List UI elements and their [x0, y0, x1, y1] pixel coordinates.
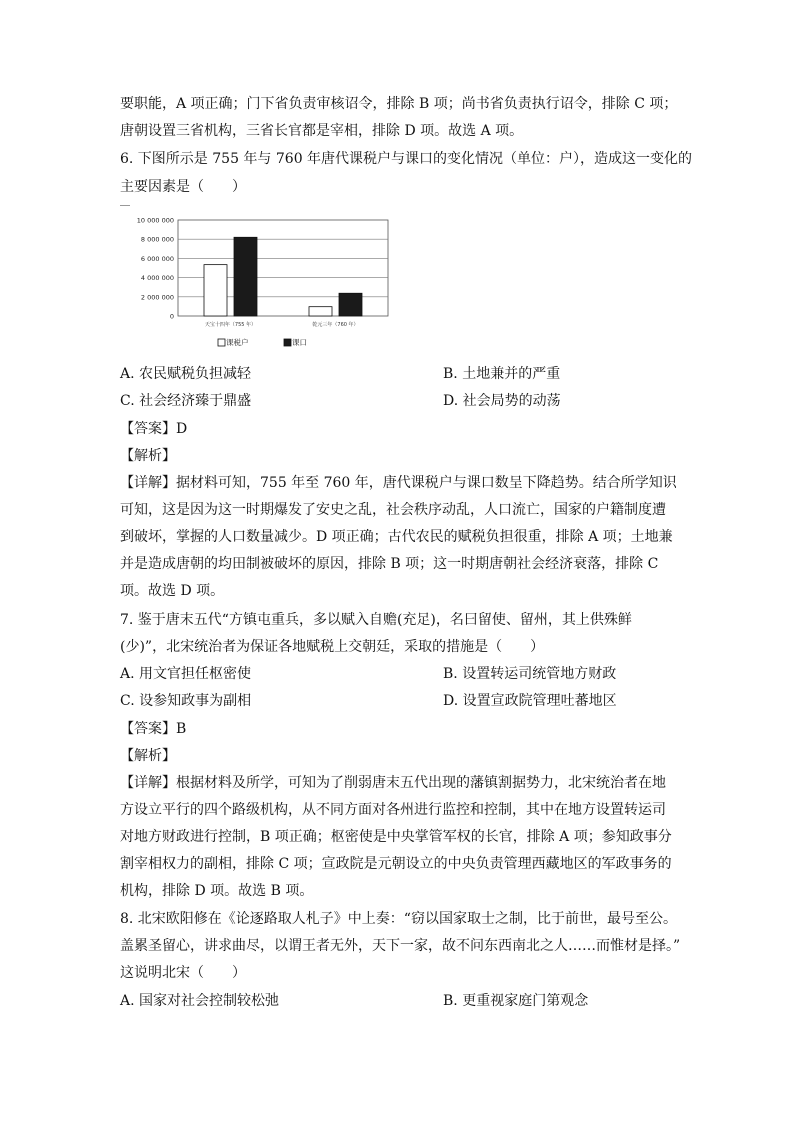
q8-stem-line-1: 8. 北宋欧阳修在《论逐路取人札子》中上奏：“窃以国家取士之制，比于前世，最号至公。	[120, 911, 677, 927]
q6-detail-line-2: 可知，这是因为这一时期爆发了安史之乱，社会秩序动乱，人口流亡，国家的户籍制度遭	[120, 502, 666, 518]
q7-detail-text-1: 根据材料及所学，可知为了削弱唐末五代出现的藩镇割据势力，北宋统治者在地	[176, 775, 666, 791]
chart-svg	[120, 206, 420, 356]
bar-households	[204, 265, 227, 316]
q6-detail-line-4: 并是造成唐朝的均田制被破坏的原因，排除 B 项；这一时期唐朝社会经济衰落，排除 C	[120, 556, 659, 572]
q7-analysis-label: 【解析】	[120, 748, 176, 764]
y-tick-label: 10 000 000	[136, 216, 174, 225]
q6-stem-line-1: 6. 下图所示是 755 年与 760 年唐代课税户与课口的变化情况（单位：户），造成这一变化的	[120, 151, 693, 167]
q7-answer-label: 【答案】	[120, 721, 176, 737]
q6-answer-label: 【答案】	[120, 421, 176, 437]
prev-answer-line-1: 要职能，A 项正确；门下省负责审核诏令，排除 B 项；尚书省负责执行诏令，排除 C 项；	[120, 96, 678, 112]
q7-detail-line-3: 对地方财政进行控制，B 项正确；枢密使是中央掌管军权的长官，排除 A 项；参知政事分	[120, 829, 672, 845]
q6-detail-text-1: 据材料可知，755 年至 760 年，唐代课税户与课口数呈下降趋势。结合所学知识	[176, 475, 677, 491]
q8-stem-line-2: 盖累圣留心，讲求曲尽，以谓王者无外，天下一家，故不问东西南北之人……而惟材是择。”	[120, 938, 681, 954]
q6-answer-value: D	[176, 421, 188, 437]
x-tick-label: 天宝十四年（755 年）	[204, 322, 257, 328]
legend-swatch-households	[218, 339, 225, 346]
y-tick-label: 6 000 000	[140, 254, 174, 263]
legend-label-households: 课税户	[226, 338, 249, 347]
q7-option-c[interactable]: C. 设参知政事为副相	[120, 693, 252, 709]
q6-detail-line-1	[120, 473, 677, 493]
y-tick-label: 8 000 000	[140, 235, 174, 244]
q8-option-b[interactable]: B. 更重视家庭门第观念	[443, 993, 589, 1009]
bar-persons	[234, 237, 257, 316]
legend-label-persons: 课口	[292, 338, 307, 347]
q6-answer	[120, 419, 187, 439]
q7-detail-line-5: 机构，排除 D 项。故选 B 项。	[120, 883, 314, 899]
q6-detail-line-3: 到破坏，掌握的人口数量减少。D 项正确；古代农民的赋税负担很重，排除 A 项；土地兼	[120, 529, 673, 545]
q7-detail-line-1	[120, 773, 666, 793]
q7-stem-line-1: 7. 鉴于唐末五代“方镇屯重兵，多以赋入自赡(充足)，名曰留使、留州，其上供殊鲜	[120, 612, 632, 628]
q6-option-c[interactable]: C. 社会经济臻于鼎盛	[120, 393, 252, 409]
prev-answer-line-2: 唐朝设置三省机构，三省长官都是宰相，排除 D 项。故选 A 项。	[120, 123, 524, 139]
q8-stem-line-3: 这说明北宋（ ）	[120, 965, 246, 981]
q7-detail-line-2: 方设立平行的四个路级机构，从不同方面对各州进行监控和控制，其中在地方设置转运司	[120, 802, 666, 818]
q8-option-a[interactable]: A. 国家对社会控制较松弛	[120, 993, 280, 1009]
q6-bar-chart	[120, 206, 420, 356]
bar-persons	[339, 293, 362, 316]
y-tick-label: 4 000 000	[140, 274, 174, 283]
q7-stem-line-2: (少)”，北宋统治者为保证各地赋税上交朝廷，采取的措施是（ ）	[120, 639, 545, 655]
q6-option-b[interactable]: B. 土地兼并的严重	[443, 366, 561, 382]
legend-swatch-persons	[284, 339, 291, 346]
y-tick-label: 2 000 000	[140, 293, 174, 302]
q7-detail-label: 【详解】	[120, 775, 176, 791]
q6-option-a[interactable]: A. 农民赋税负担减轻	[120, 366, 252, 382]
q7-detail-line-4: 割宰相权力的副相，排除 C 项；宣政院是元朝设立的中央负责管理西藏地区的军政事务的	[120, 856, 672, 872]
q6-stem-line-2: 主要因素是（ ）	[120, 179, 246, 195]
q7-option-a[interactable]: A. 用文官担任枢密使	[120, 666, 252, 682]
bar-households	[309, 307, 332, 316]
q7-option-d[interactable]: D. 设置宣政院管理吐蕃地区	[443, 693, 617, 709]
q7-answer-value: B	[176, 721, 187, 737]
y-tick-label: 0	[169, 312, 174, 321]
q7-answer	[120, 719, 186, 739]
x-tick-label: 乾元三年（760 年）	[312, 322, 359, 328]
q6-analysis-label: 【解析】	[120, 448, 176, 464]
q7-option-b[interactable]: B. 设置转运司统管地方财政	[443, 666, 617, 682]
q6-option-d[interactable]: D. 社会局势的动荡	[443, 393, 561, 409]
q6-detail-label: 【详解】	[120, 475, 176, 491]
q6-detail-line-5: 项。故选 D 项。	[120, 583, 225, 599]
